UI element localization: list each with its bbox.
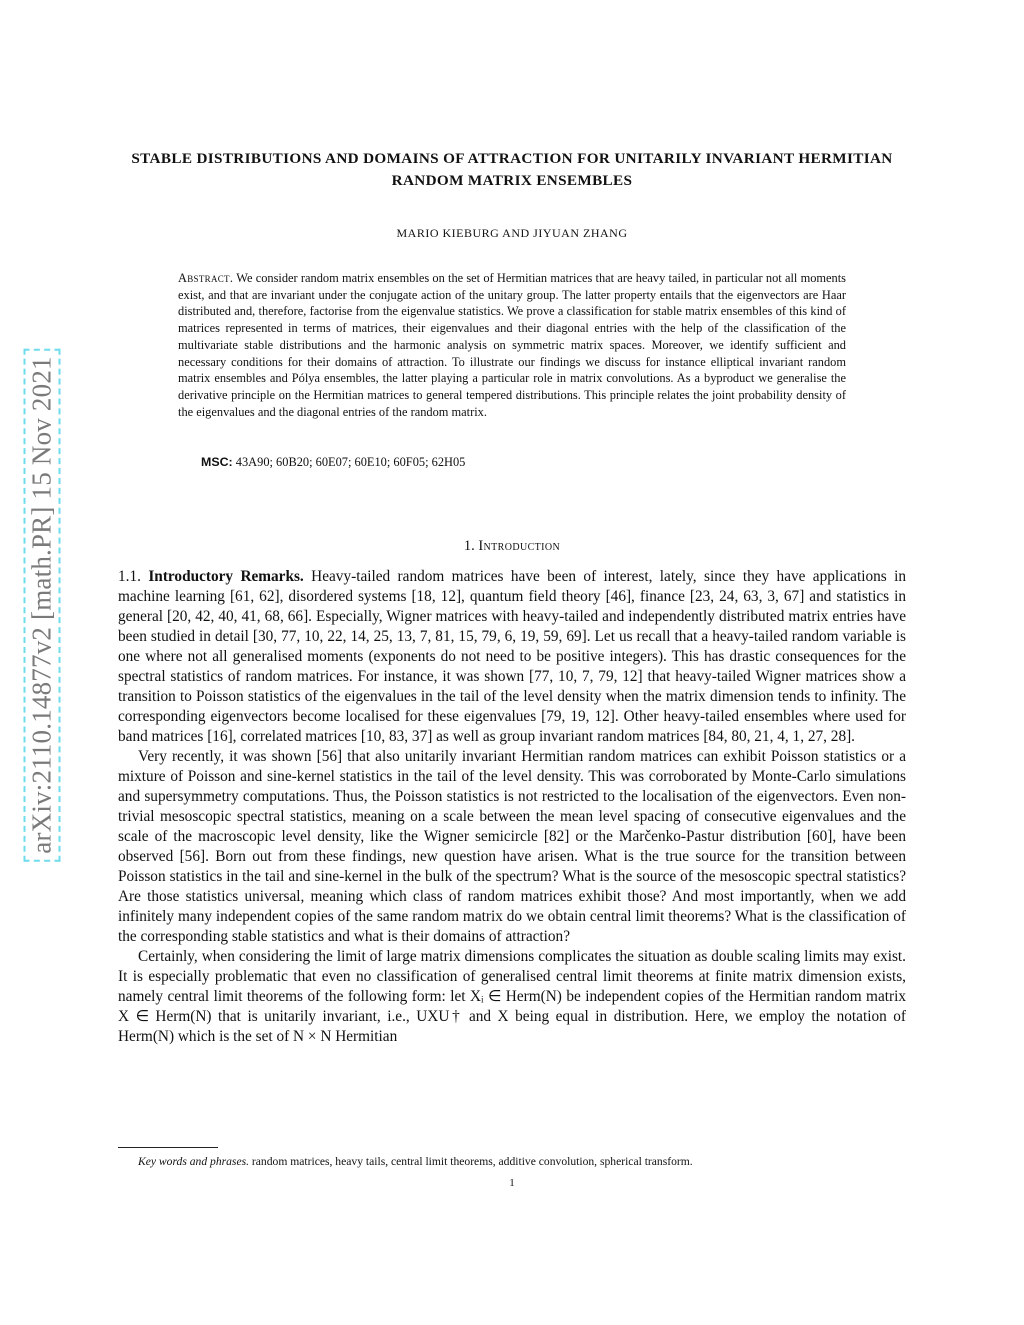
section-number: 1. xyxy=(463,538,475,554)
subsection-title: Introductory Remarks. xyxy=(148,568,304,585)
subsection-number: 1.1. xyxy=(118,568,141,585)
page-number: 1 xyxy=(509,1177,515,1189)
msc-line xyxy=(201,455,465,470)
paragraph-3: Certainly, when considering the limit of large matrix dimensions complicates the situation as double scaling limits may exist. It is especially problematic that even no classification of generalised central limit theorems at finite matrix dimension exists, namely central limit theorems of the following form: let Xᵢ ∈ Herm(N) be independent copies of the Hermitian random matrix X ∈ Herm(N) that is unitarily invariant, i.e., UXU† and X being equal in distribution. Here, we employ the notation of Herm(N) which is the set of N × N Hermitian xyxy=(118,948,906,1045)
paper-authors: MARIO KIEBURG AND JIYUAN ZHANG xyxy=(396,226,628,240)
paragraph-2: Very recently, it was shown [56] that also unitarily invariant Hermitian random matrices can exhibit Poisson statistics or a mixture of Poisson and sine-kernel statistics in the tail of the level density. This was corroborated by Monte-Carlo simulations and supersymmetry computations. Thus, the Poisson statistics is not restricted to the localisation of the eigenvectors. Even non-trivial mesoscopic spectral statistics, meaning on a scale between the mean level spacing of consecutive eigenvalues and the scale of the macroscopic level density, like the Wigner semicircle [82] or the Marčenko-Pastur distribution [60], have been observed [56]. Born out from these findings, new question have arisen. What is the true source for the transition between Poisson statistics in the tail and sine-kernel in the bulk of the spectrum? What is the source of the mesoscopic spectral statistics? Are those statistics universal, meaning which class of random matrices exhibit those? And most importantly, when we add infinitely many independent copies of the same random matrix do we obtain central limit theorems? What is the classification of the corresponding stable statistics and what is their domains of attraction? xyxy=(118,748,906,945)
footnote xyxy=(138,1155,898,1168)
paper-title: STABLE DISTRIBUTIONS AND DOMAINS OF ATTRACTION FOR UNITARILY INVARIANT HERMITIAN RANDOM MATRIX ENSEMBLES xyxy=(131,150,893,189)
section-title: Introduction xyxy=(478,538,561,554)
abstract-text: We consider random matrix ensembles on the set of Hermitian matrices that are heavy tailed, in particular not all moments exist, and that are invariant under the conjugate action of the unitary group. The latter property entails that the eigenvectors are Haar distributed and, therefore, factorise from the eigenvalue statistics. We prove a classification for stable matrix ensembles of this kind of matrices represented in terms of matrices, their eigenvalues and their diagonal entries with the help of the classification of the multivariate stable distributions and the harmonic analysis on symmetric matrix spaces. Moreover, we identify sufficient and necessary conditions for their domains of attraction. To illustrate our findings we discuss for instance elliptical invariant random matrix ensembles and Pólya ensembles, the latter playing a particular role in matrix convolutions. As a byproduct we generalise the derivative principle on the Hermitian matrices to general tempered distributions. This principle relates the joint probability density of the eigenvalues and the diagonal entries of the random matrix. xyxy=(178,271,847,419)
abstract-label: Abstract. xyxy=(178,271,234,285)
abstract xyxy=(178,270,846,420)
arxiv-stamp xyxy=(22,290,62,920)
paragraph-1-text: Heavy-tailed random matrices have been of interest, lately, since they have applications in machine learning [61, 62], disordered systems [18, 12], quantum field theory [46], finance [23, 24, 63, 3, 67] and statistics in general [20, 42, 40, 41, 68, 66]. Especially, Wigner matrices with heavy-tailed and independently distributed matrix entries have been studied in detail [30, 77, 10, 22, 14, 25, 13, 7, 81, 15, 79, 6, 19, 59, 69]. Let us recall that a heavy-tailed random variable is one where not all generalised moments (exponents do not need to be positive integers). This has drastic consequences for the spectral statistics of random matrices. For instance, it was shown [77, 10, 7, 79, 12] that heavy-tailed Wigner matrices show a transition to Poisson statistics of the eigenvalues in the tail of the level density when the matrix dimension tends to infinity. The corresponding eigenvectors become localised for these eigenvalues [79, 19, 12]. Other heavy-tailed ensembles where used for band matrices [16], correlated matrices [10, 83, 37] as well as group invariant random matrices [84, 80, 21, 4, 1, 27, 28]. xyxy=(118,568,907,745)
msc-label: MSC: xyxy=(201,455,233,469)
footnote-rule xyxy=(118,1147,218,1148)
section-heading xyxy=(118,538,906,555)
footnote-label: Key words and phrases. xyxy=(138,1155,250,1168)
msc-codes: 43A90; 60B20; 60E07; 60E10; 60F05; 62H05 xyxy=(235,455,466,469)
arxiv-identifier[interactable]: arXiv:2110.14877v2 [math.PR] 15 Nov 2021 xyxy=(24,348,61,861)
paragraph-1 xyxy=(118,567,906,747)
footnote-text: random matrices, heavy tails, central limit theorems, additive convolution, spherical transform. xyxy=(251,1155,693,1168)
introduction-body xyxy=(118,567,906,1047)
